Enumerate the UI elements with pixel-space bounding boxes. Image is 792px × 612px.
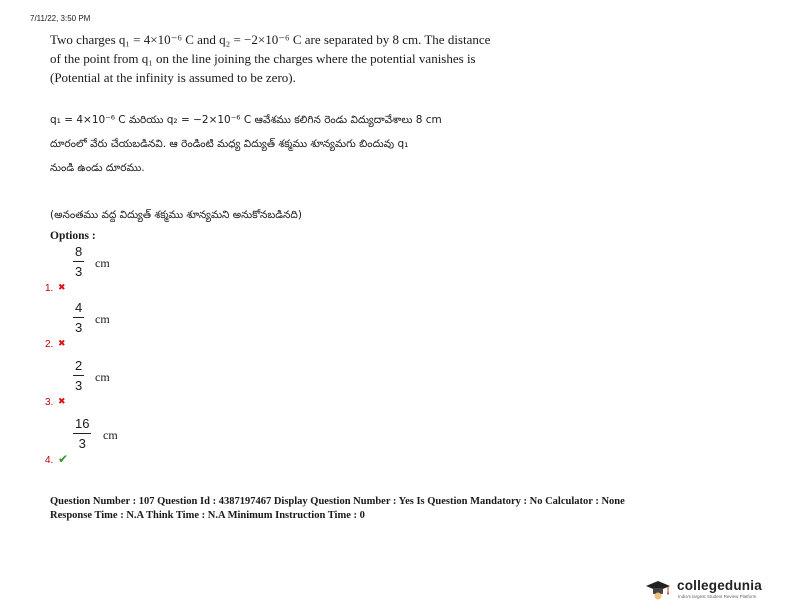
fraction-bar <box>73 433 91 434</box>
option-unit: cm <box>95 312 110 326</box>
option-number: 3. <box>45 397 54 408</box>
fraction-numerator: 8 <box>75 244 83 259</box>
question-line: q₁ = 4×10⁻⁶ C మరియు q₂ = −2×10⁻⁶ C ఆవేశము కలిగిన రెండు విద్యుదావేశాలు 8 cm <box>50 114 442 126</box>
fraction-numerator: 16 <box>75 416 90 431</box>
question-line: దూరంలో వేరు చేయబడినవి. ఆ రెండింటి మధ్య విద్యుత్ శక్మము శూన్యమగు బిందువు q₁ <box>50 138 409 150</box>
option-unit: cm <box>95 370 110 384</box>
question-text-telugu <box>50 108 580 180</box>
option-3[interactable] <box>45 358 205 410</box>
question-text-english <box>50 30 570 87</box>
logo-brand-text: collegedunia <box>677 578 762 593</box>
option-fraction <box>73 300 84 335</box>
option-number: 4. <box>45 455 54 466</box>
print-timestamp: 7/11/22, 3:50 PM <box>30 14 91 23</box>
cross-icon: ✖ <box>58 283 66 293</box>
option-4[interactable] <box>45 416 205 468</box>
check-icon: ✔ <box>58 452 69 466</box>
option-1[interactable] <box>45 244 205 296</box>
fraction-numerator: 2 <box>75 358 83 373</box>
fraction-denominator: 3 <box>75 320 83 335</box>
cross-icon: ✖ <box>58 397 66 407</box>
option-number: 1. <box>45 283 54 294</box>
option-fraction <box>73 244 84 279</box>
note-line: (అనంతము వద్ద విద్యుత్ శక్మము శూన్యమని అనుకోనబడినది) <box>50 209 302 221</box>
fraction-denominator: 3 <box>78 436 86 451</box>
options-heading: Options : <box>50 230 96 242</box>
option-unit: cm <box>103 428 118 442</box>
fraction-denominator: 3 <box>75 378 83 393</box>
metadata-line: Response Time : N.A Think Time : N.A Minimum Instruction Time : 0 <box>50 510 365 521</box>
option-number: 2. <box>45 339 54 350</box>
question-line: of the point from q₁ on the line joining the charges where the potential vanishes is <box>50 51 476 66</box>
option-fraction <box>73 358 84 393</box>
cross-icon: ✖ <box>58 339 66 349</box>
fraction-bar <box>73 375 84 376</box>
collegedunia-logo[interactable] <box>645 576 780 604</box>
fraction-numerator: 4 <box>75 300 83 315</box>
fraction-denominator: 3 <box>75 264 83 279</box>
fraction-bar <box>73 317 84 318</box>
question-line: (Potential at the infinity is assumed to be zero). <box>50 70 296 85</box>
question-line: నుండి ఉండు దూరము. <box>50 162 145 174</box>
option-fraction <box>73 416 91 451</box>
question-metadata <box>50 495 625 523</box>
question-note-telugu <box>50 203 580 227</box>
option-unit: cm <box>95 256 110 270</box>
metadata-line: Question Number : 107 Question Id : 4387197467 Display Question Number : Yes Is Question Mandatory : No Calculator : None <box>50 496 625 507</box>
graduation-cap-icon <box>645 580 671 600</box>
option-2[interactable] <box>45 300 205 352</box>
fraction-bar <box>73 261 84 262</box>
logo-tagline: India's largest Student Review Platform <box>678 594 757 599</box>
question-line: Two charges q₁ = 4×10⁻⁶ C and q₂ = −2×10⁻⁶ C are separated by 8 cm. The distance <box>50 32 491 47</box>
